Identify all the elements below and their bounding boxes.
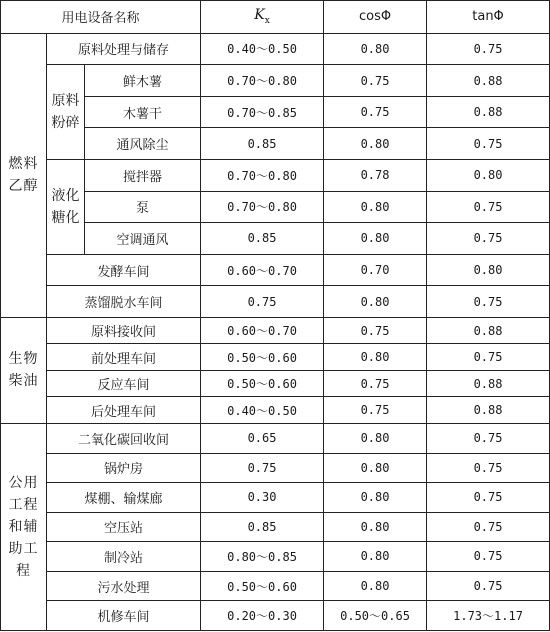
row-tan: 0.88 xyxy=(427,65,550,97)
row-tan: 0.80 xyxy=(427,254,550,286)
row-kx: 0.60～0.70 xyxy=(201,254,324,286)
row-cos: 0.80 xyxy=(324,453,427,483)
row-tan: 0.88 xyxy=(427,397,550,424)
table-row xyxy=(1,483,550,513)
row-name: 二氧化碳回收间 xyxy=(47,423,201,453)
row-name: 机修车间 xyxy=(47,601,201,631)
row-cos: 0.80 xyxy=(324,542,427,572)
row-cos: 0.75 xyxy=(324,317,427,344)
row-kx: 0.75 xyxy=(201,286,324,318)
row-name: 原料接收间 xyxy=(47,317,201,344)
row-tan: 0.75 xyxy=(427,223,550,255)
group-utility xyxy=(1,423,47,630)
table-row xyxy=(1,423,550,453)
row-name: 通风除尘 xyxy=(85,128,201,160)
table-row xyxy=(1,601,550,631)
row-cos: 0.80 xyxy=(324,571,427,601)
row-tan: 0.88 xyxy=(427,96,550,128)
subgroup-liquefaction xyxy=(47,159,85,254)
table-row xyxy=(1,65,550,97)
group-biodiesel xyxy=(1,317,47,423)
row-name: 泵 xyxy=(85,191,201,223)
row-kx: 0.20～0.30 xyxy=(201,601,324,631)
row-cos: 0.78 xyxy=(324,159,427,191)
row-cos: 0.80 xyxy=(324,286,427,318)
row-kx: 0.50～0.60 xyxy=(201,370,324,397)
row-tan: 0.88 xyxy=(427,317,550,344)
group-label: 生物柴油 xyxy=(8,351,39,390)
row-cos: 0.50～0.65 xyxy=(324,601,427,631)
row-name: 制冷站 xyxy=(47,542,201,572)
row-cos: 0.70 xyxy=(324,254,427,286)
row-cos: 0.80 xyxy=(324,512,427,542)
row-tan: 0.75 xyxy=(427,33,550,65)
row-cos: 0.80 xyxy=(324,423,427,453)
subgroup-crushing xyxy=(47,65,85,160)
row-name: 原料处理与储存 xyxy=(47,33,201,65)
kx-symbol: K xyxy=(254,7,265,24)
row-kx: 0.70～0.80 xyxy=(201,159,324,191)
row-name: 木薯干 xyxy=(85,96,201,128)
row-tan: 0.75 xyxy=(427,512,550,542)
row-kx: 0.85 xyxy=(201,128,324,160)
header-kx xyxy=(201,1,324,34)
row-cos: 0.80 xyxy=(324,191,427,223)
row-tan: 0.75 xyxy=(427,128,550,160)
table-row xyxy=(1,317,550,344)
header-tan: tanΦ xyxy=(427,1,550,34)
row-name: 鲜木薯 xyxy=(85,65,201,97)
row-cos: 0.80 xyxy=(324,128,427,160)
row-tan: 0.80 xyxy=(427,159,550,191)
row-name: 搅拌器 xyxy=(85,159,201,191)
row-kx: 0.60～0.70 xyxy=(201,317,324,344)
row-name: 蒸馏脱水车间 xyxy=(47,286,201,318)
row-tan: 0.75 xyxy=(427,423,550,453)
table-row xyxy=(1,542,550,572)
row-tan: 0.75 xyxy=(427,542,550,572)
row-kx: 0.40～0.50 xyxy=(201,397,324,424)
row-kx: 0.70～0.80 xyxy=(201,191,324,223)
kx-subscript: x xyxy=(264,16,270,27)
row-tan: 0.75 xyxy=(427,286,550,318)
group-label: 燃料乙醇 xyxy=(8,156,39,195)
row-name: 煤棚、输煤廊 xyxy=(47,483,201,513)
row-cos: 0.80 xyxy=(324,223,427,255)
row-kx: 0.85 xyxy=(201,512,324,542)
row-kx: 0.30 xyxy=(201,483,324,513)
row-kx: 0.70～0.80 xyxy=(201,65,324,97)
row-tan: 0.75 xyxy=(427,453,550,483)
table-row xyxy=(1,453,550,483)
header-cos: cosΦ xyxy=(324,1,427,34)
row-tan: 0.75 xyxy=(427,191,550,223)
row-name: 后处理车间 xyxy=(47,397,201,424)
row-cos: 0.75 xyxy=(324,96,427,128)
row-kx: 0.65 xyxy=(201,423,324,453)
row-name: 前处理车间 xyxy=(47,344,201,371)
table-row xyxy=(1,286,550,318)
table-row xyxy=(1,159,550,191)
row-name: 锅炉房 xyxy=(47,453,201,483)
group-label: 公用工程和辅助工程 xyxy=(8,474,39,579)
row-name: 空压站 xyxy=(47,512,201,542)
table-row xyxy=(1,571,550,601)
row-kx: 0.80～0.85 xyxy=(201,542,324,572)
table-row xyxy=(1,370,550,397)
row-tan: 0.88 xyxy=(427,370,550,397)
group-fuel-ethanol xyxy=(1,33,47,317)
subgroup-label: 液化糖化 xyxy=(51,187,80,226)
table-row xyxy=(1,344,550,371)
row-kx: 0.85 xyxy=(201,223,324,255)
row-kx: 0.50～0.60 xyxy=(201,344,324,371)
row-name: 反应车间 xyxy=(47,370,201,397)
row-cos: 0.75 xyxy=(324,65,427,97)
header-equipment: 用电设备名称 xyxy=(1,1,201,34)
row-tan: 0.75 xyxy=(427,483,550,513)
row-kx: 0.50～0.60 xyxy=(201,571,324,601)
row-cos: 0.80 xyxy=(324,483,427,513)
row-name: 发酵车间 xyxy=(47,254,201,286)
row-cos: 0.75 xyxy=(324,370,427,397)
row-kx: 0.75 xyxy=(201,453,324,483)
row-cos: 0.80 xyxy=(324,33,427,65)
row-tan: 0.75 xyxy=(427,344,550,371)
table-row xyxy=(1,397,550,424)
header-row xyxy=(1,1,550,34)
row-name: 空调通风 xyxy=(85,223,201,255)
table-row xyxy=(1,254,550,286)
row-cos: 0.80 xyxy=(324,344,427,371)
row-cos: 0.75 xyxy=(324,397,427,424)
table-row xyxy=(1,512,550,542)
row-kx: 0.40～0.50 xyxy=(201,33,324,65)
subgroup-label: 原料粉碎 xyxy=(51,93,80,132)
row-tan: 1.73～1.17 xyxy=(427,601,550,631)
row-tan: 0.75 xyxy=(427,571,550,601)
row-name: 污水处理 xyxy=(47,571,201,601)
row-kx: 0.70～0.85 xyxy=(201,96,324,128)
table-row xyxy=(1,33,550,65)
